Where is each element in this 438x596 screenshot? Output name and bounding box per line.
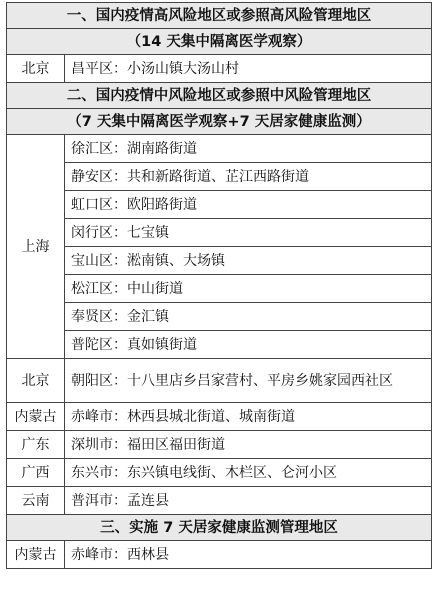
table-row bbox=[7, 459, 432, 487]
area-cell: 赤峰市：林西县城北街道、城南街道 bbox=[65, 403, 432, 431]
table-row bbox=[7, 275, 432, 303]
area-cell: 静安区：共和新路街道、芷江西路街道 bbox=[65, 163, 432, 191]
risk-area-table bbox=[6, 2, 432, 569]
province-cell: 北京 bbox=[7, 359, 65, 403]
section-2-title: 二、国内疫情中风险地区或参照中风险管理地区 bbox=[7, 83, 432, 109]
area-cell: 普陀区：真如镇街道 bbox=[65, 331, 432, 359]
table-row bbox=[7, 431, 432, 459]
table-row bbox=[7, 331, 432, 359]
province-cell: 广东 bbox=[7, 431, 65, 459]
area-cell: 朝阳区：十八里店乡吕家营村、平房乡姚家园西社区 bbox=[65, 359, 432, 403]
risk-area-document bbox=[6, 2, 431, 569]
table-row bbox=[7, 55, 432, 83]
province-cell: 上海 bbox=[7, 135, 65, 359]
section-3-title-row bbox=[7, 515, 432, 541]
area-cell: 普洱市：孟连县 bbox=[65, 487, 432, 515]
area-cell: 东兴市：东兴镇电线街、木栏区、仑河小区 bbox=[65, 459, 432, 487]
area-cell: 松江区：中山街道 bbox=[65, 275, 432, 303]
table-row bbox=[7, 487, 432, 515]
table-row bbox=[7, 163, 432, 191]
section-2-title-row bbox=[7, 83, 432, 109]
area-cell: 闵行区：七宝镇 bbox=[65, 219, 432, 247]
table-row bbox=[7, 135, 432, 163]
table-row bbox=[7, 219, 432, 247]
area-cell: 赤峰市：西林县 bbox=[65, 541, 432, 569]
section-2-subtitle: （7 天集中隔离医学观察+7 天居家健康监测） bbox=[7, 109, 432, 135]
table-row bbox=[7, 541, 432, 569]
area-cell: 虹口区：欧阳路街道 bbox=[65, 191, 432, 219]
province-cell: 内蒙古 bbox=[7, 541, 65, 569]
table-row bbox=[7, 303, 432, 331]
table-row bbox=[7, 359, 432, 403]
province-cell: 内蒙古 bbox=[7, 403, 65, 431]
table-row bbox=[7, 247, 432, 275]
province-cell: 云南 bbox=[7, 487, 65, 515]
area-cell: 奉贤区：金汇镇 bbox=[65, 303, 432, 331]
area-cell: 宝山区：淞南镇、大场镇 bbox=[65, 247, 432, 275]
section-2-subtitle-row bbox=[7, 109, 432, 135]
area-cell: 徐汇区：湖南路街道 bbox=[65, 135, 432, 163]
province-cell: 广西 bbox=[7, 459, 65, 487]
province-cell: 北京 bbox=[7, 55, 65, 83]
table-row bbox=[7, 403, 432, 431]
section-1-subtitle-row bbox=[7, 29, 432, 55]
section-3-title: 三、实施 7 天居家健康监测管理地区 bbox=[7, 515, 432, 541]
area-cell: 昌平区：小汤山镇大汤山村 bbox=[65, 55, 432, 83]
section-1-title-row bbox=[7, 3, 432, 29]
section-1-title: 一、国内疫情高风险地区或参照高风险管理地区 bbox=[7, 3, 432, 29]
area-cell: 深圳市：福田区福田街道 bbox=[65, 431, 432, 459]
section-1-subtitle: （14 天集中隔离医学观察） bbox=[7, 29, 432, 55]
table-row bbox=[7, 191, 432, 219]
